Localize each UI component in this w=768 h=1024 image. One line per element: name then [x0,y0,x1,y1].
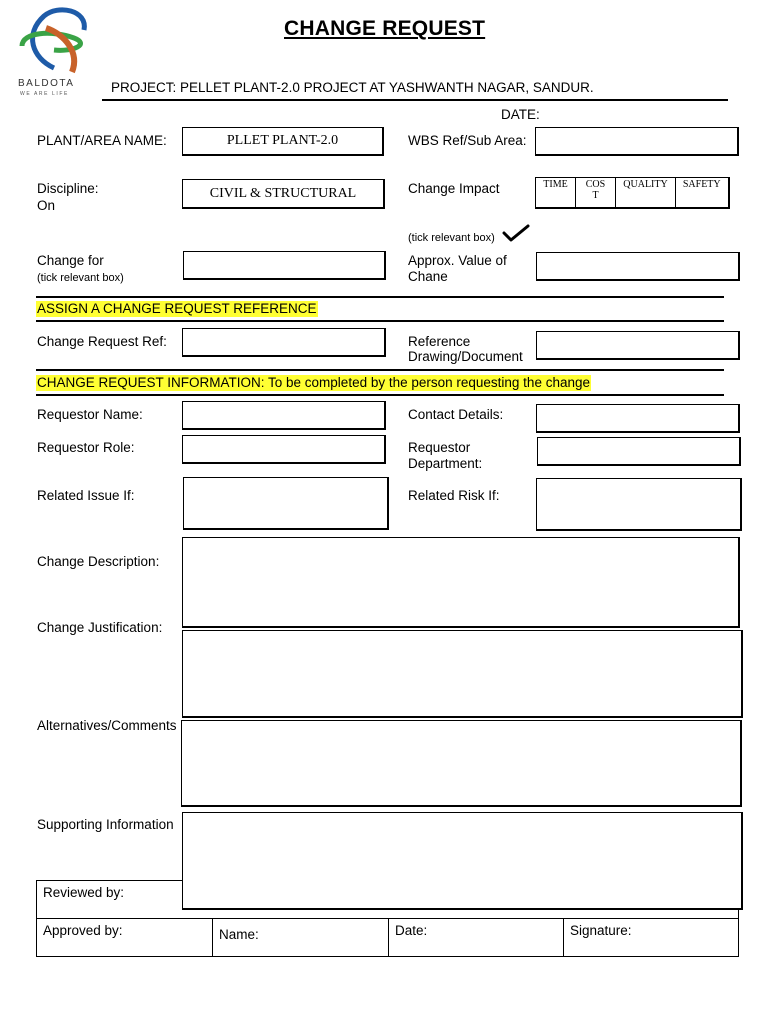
change-impact-label: Change Impact [408,181,500,196]
wbs-field[interactable] [535,127,739,156]
date-label: DATE: [501,107,540,122]
section1-top-rule [36,296,724,298]
wbs-label: WBS Ref/Sub Area: [408,133,527,148]
requestor-department-field[interactable] [537,437,741,466]
approx-value-label-2: Chane [408,269,448,284]
reference-drawing-field[interactable] [536,331,740,360]
requestor-department-label-2: Department: [408,456,483,471]
alternatives-label: Alternatives/Comments [37,718,177,733]
change-impact-hint: (tick relevant box) [408,232,495,244]
section2-heading: CHANGE REQUEST INFORMATION: To be completed by the person requesting the change [37,375,590,390]
related-risk-label: Related Risk If: [408,488,500,503]
change-request-ref-label: Change Request Ref: [37,334,167,349]
name-label: Name: [219,927,259,942]
discipline-label-on: On [37,198,56,213]
related-issue-label: Related Issue If: [37,488,135,503]
name-cell[interactable] [213,919,389,957]
logo-tagline: WE ARE LIFE [20,91,69,97]
section1-bottom-rule [36,320,724,322]
logo-brand: BALDOTA [18,78,75,89]
page-title: CHANGE REQUEST [284,17,486,40]
plant-area-field[interactable]: PLLET PLANT-2.0 [182,127,384,156]
change-for-label: Change for [37,253,104,268]
plant-area-label: PLANT/AREA NAME: [37,133,167,148]
reference-drawing-label-2: Drawing/Document [408,349,523,364]
requestor-role-label: Requestor Role: [37,440,135,455]
impact-quality-checkbox[interactable]: QUALITY [616,178,676,208]
header-rule [102,99,728,101]
baldota-logo-icon [14,6,94,76]
section2-top-rule [36,369,724,371]
change-description-field[interactable] [182,537,740,628]
discipline-field[interactable]: CIVIL & STRUCTURAL [182,179,385,209]
section2-bottom-rule [36,394,724,396]
alternatives-field[interactable] [181,720,742,807]
requestor-name-field[interactable] [182,401,386,430]
date-cell[interactable] [389,919,564,957]
checkmark-icon [502,223,530,243]
contact-details-field[interactable] [536,404,740,433]
approved-by-label: Approved by: [43,923,123,938]
approx-value-label: Approx. Value of [408,253,507,268]
project-line: PROJECT: PELLET PLANT-2.0 PROJECT AT YASHWANTH NAGAR, SANDUR. [111,80,594,95]
signature-label: Signature: [570,923,632,938]
change-description-label: Change Description: [37,554,160,569]
change-request-ref-field[interactable] [182,328,386,357]
approx-value-field[interactable] [536,252,740,281]
change-for-field[interactable] [183,251,386,280]
date-sign-label: Date: [395,923,428,938]
impact-time-checkbox[interactable]: TIME [536,178,576,208]
contact-details-label: Contact Details: [408,407,504,422]
supporting-info-label: Supporting Information [37,817,174,832]
requestor-name-label: Requestor Name: [37,407,143,422]
impact-cost-checkbox[interactable]: COS T [576,178,616,208]
change-justification-label: Change Justification: [37,620,163,635]
company-logo [14,6,94,96]
signature-cell[interactable] [564,919,739,957]
reviewed-by-label: Reviewed by: [43,885,125,900]
change-for-hint: (tick relevant box) [37,272,124,284]
change-impact-table [535,177,730,209]
impact-safety-checkbox[interactable]: SAFETY [676,178,729,208]
reference-drawing-label: Reference [408,334,471,349]
supporting-info-field[interactable] [182,812,743,910]
change-justification-field[interactable] [182,630,743,718]
approved-by-cell[interactable] [37,919,213,957]
requestor-role-field[interactable] [182,435,386,464]
requestor-department-label: Requestor [408,440,471,455]
discipline-label: Discipline: [37,181,99,196]
section1-heading: ASSIGN A CHANGE REQUEST REFERENCE [37,301,317,316]
related-issue-field[interactable] [183,477,389,530]
related-risk-field[interactable] [536,478,742,531]
